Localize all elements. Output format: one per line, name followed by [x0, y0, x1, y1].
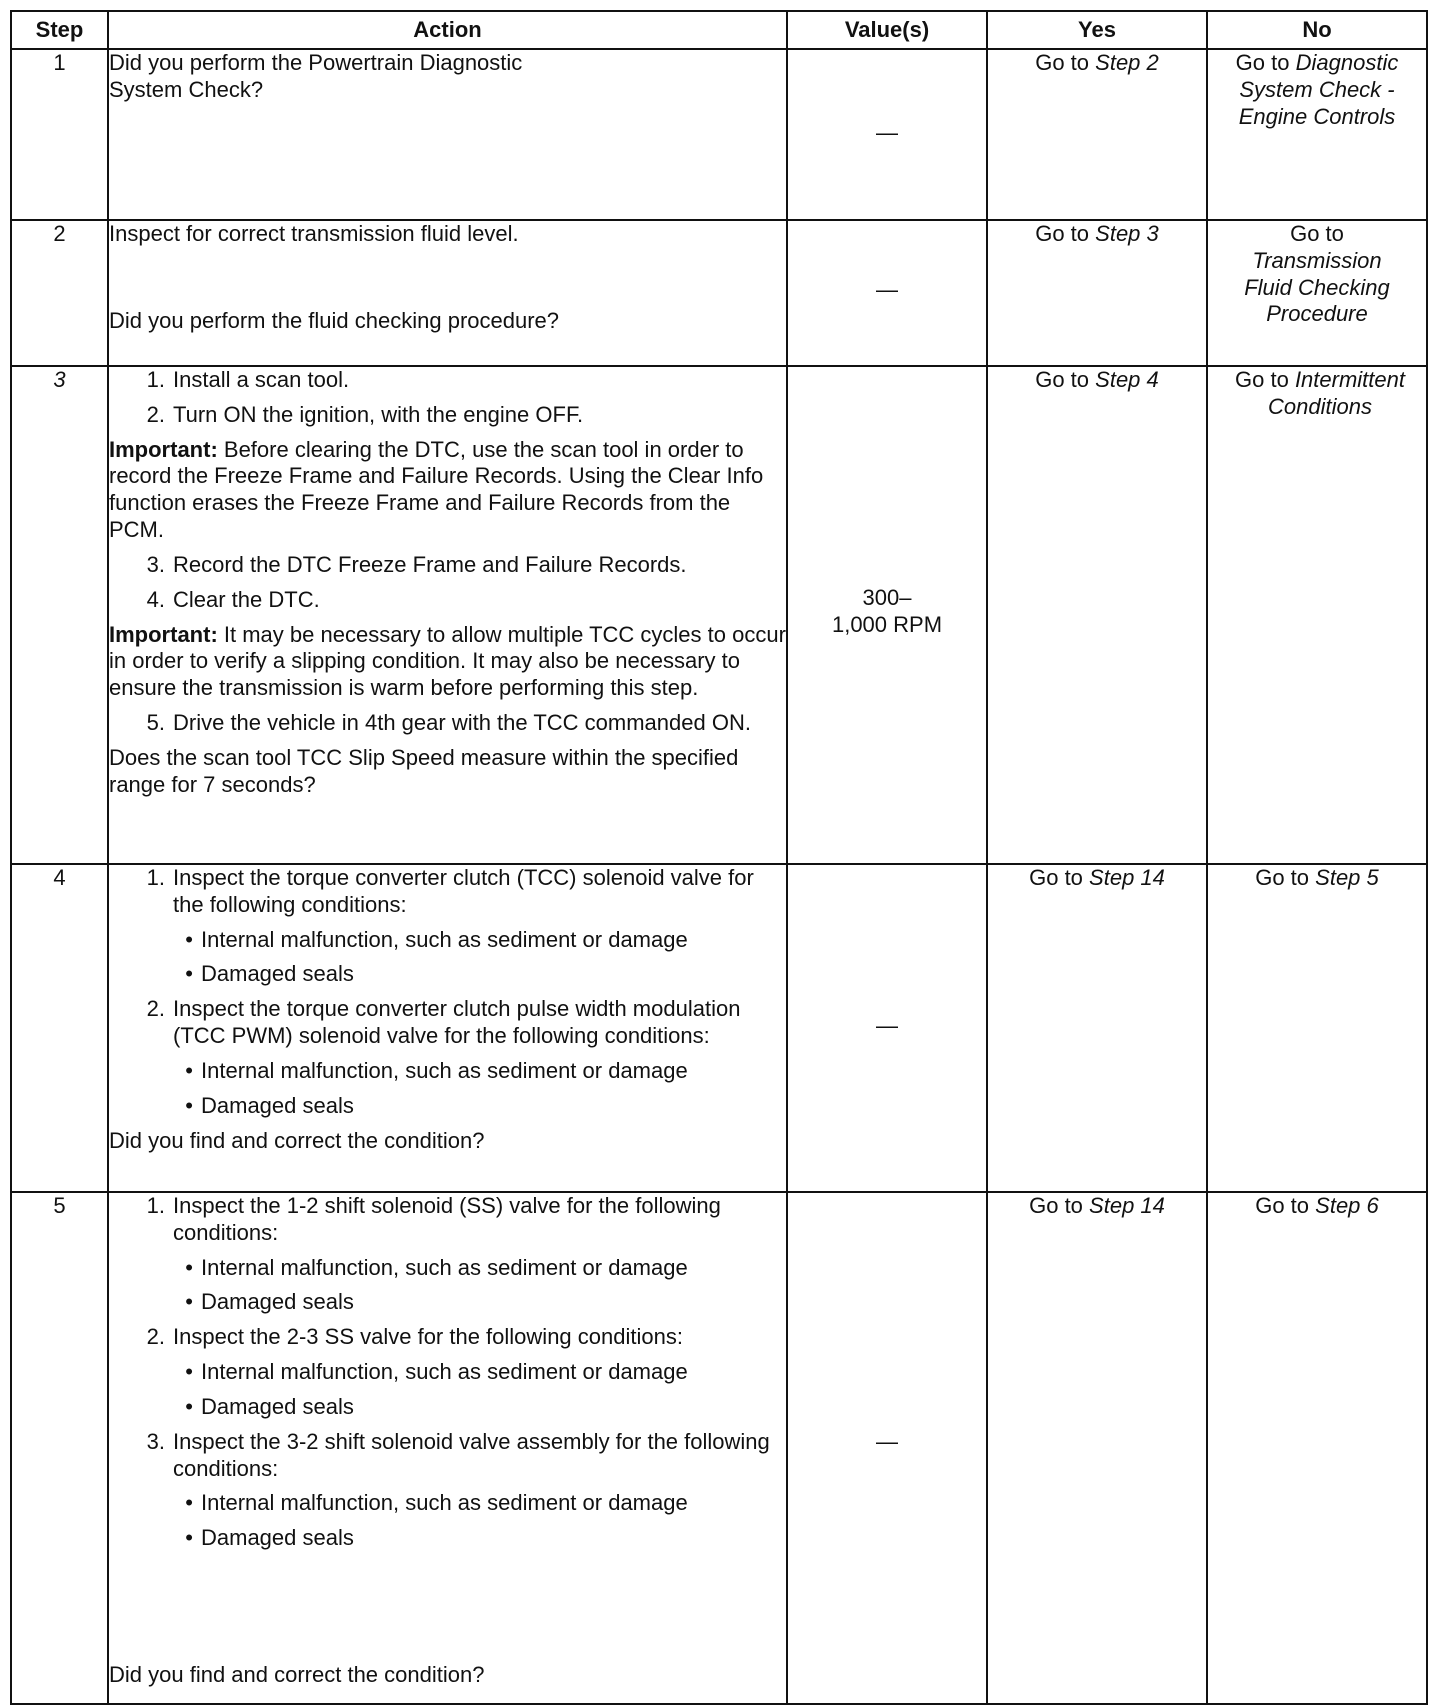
- item-number: 2.: [146, 401, 165, 427]
- step-number: 3: [11, 366, 108, 864]
- header-step: Step: [11, 11, 108, 49]
- bullet-icon: •: [185, 961, 193, 987]
- item-number: 5.: [146, 710, 165, 736]
- table-row: [11, 220, 1427, 366]
- value-cell: [787, 1192, 987, 1704]
- no-prefix: Go to: [1290, 221, 1344, 246]
- action-question: Did you perform the fluid checking procedure?: [109, 307, 560, 333]
- value-cell: [787, 49, 987, 220]
- value-cell: [787, 864, 987, 1192]
- important-label: Important:: [109, 621, 218, 647]
- bullet-item: [109, 1525, 786, 1552]
- bullet-item: [109, 1394, 786, 1421]
- no-target-link[interactable]: Step 5: [1315, 865, 1379, 890]
- bullet-item: [109, 1058, 786, 1085]
- action-cell: [108, 366, 787, 864]
- bullet-item: [109, 1093, 786, 1120]
- yes-target-link[interactable]: Step 3: [1095, 221, 1159, 246]
- item-text: Record the DTC Freeze Frame and Failure Records.: [173, 551, 687, 577]
- bullet-text: Internal malfunction, such as sediment or damage: [201, 1490, 688, 1516]
- important-text: Before clearing the DTC, use the scan tool in order to record the Freeze Frame and Failure Records. Using the Clear Info function erases the Freeze Frame and Failure Records from the PCM.: [109, 436, 764, 543]
- bullet-text: Internal malfunction, such as sediment or damage: [201, 926, 688, 952]
- header-values: Value(s): [787, 11, 987, 49]
- action-cell: [108, 864, 787, 1192]
- table-row: [11, 1192, 1427, 1704]
- list-item: [109, 587, 786, 614]
- important-label: Important:: [109, 436, 218, 462]
- list-item: [109, 402, 786, 429]
- bullet-item: [109, 927, 786, 954]
- no-target-link[interactable]: Diagnostic System Check - Engine Controls: [1238, 50, 1399, 129]
- bullet-item: [109, 1359, 786, 1386]
- item-number: 3.: [146, 551, 165, 577]
- table-row: [11, 366, 1427, 864]
- item-text: Inspect the torque converter clutch (TCC) solenoid valve for the following conditions:: [173, 865, 754, 917]
- bullet-icon: •: [185, 1092, 193, 1118]
- item-text: Inspect the 2-3 SS valve for the following conditions:: [173, 1324, 683, 1350]
- yes-prefix: Go to: [1035, 367, 1090, 392]
- bullet-icon: •: [185, 1254, 193, 1280]
- table-row: [11, 864, 1427, 1192]
- yes-prefix: Go to: [1035, 50, 1090, 75]
- yes-target-link[interactable]: Step 14: [1089, 865, 1165, 890]
- yes-cell[interactable]: [987, 220, 1207, 366]
- value-cell: [787, 220, 987, 366]
- bullet-text: Damaged seals: [201, 1289, 354, 1315]
- yes-prefix: Go to: [1029, 865, 1083, 890]
- item-text: Drive the vehicle in 4th gear with the TCC commanded ON.: [173, 710, 751, 736]
- list-item: [109, 996, 786, 1050]
- bullet-item: [109, 961, 786, 988]
- header-row: [11, 11, 1427, 49]
- bullet-icon: •: [185, 1057, 193, 1083]
- no-prefix: Go to: [1255, 1193, 1310, 1218]
- no-prefix: Go to: [1255, 865, 1310, 890]
- diagnostic-table: [10, 10, 1428, 1705]
- item-number: 1.: [146, 1193, 165, 1218]
- important-note: [109, 622, 786, 702]
- no-target-link[interactable]: Step 6: [1315, 1193, 1379, 1218]
- bullet-text: Internal malfunction, such as sediment or damage: [201, 1359, 688, 1385]
- bullet-item: [109, 1255, 786, 1282]
- bullet-icon: •: [185, 1525, 193, 1551]
- action-cell: [108, 49, 787, 220]
- step-number: 2: [11, 220, 108, 366]
- yes-cell[interactable]: [987, 1192, 1207, 1704]
- value-dash: —: [876, 1013, 898, 1038]
- value-dash: —: [876, 1429, 898, 1454]
- list-item: [109, 552, 786, 579]
- action-question: Does the scan tool TCC Slip Speed measure within the specified range for 7 seconds?: [109, 744, 739, 797]
- important-note: [109, 437, 786, 544]
- value-range: [788, 585, 986, 639]
- list-item: [109, 710, 786, 737]
- bullet-icon: •: [185, 1393, 193, 1419]
- item-text: Inspect the 1-2 shift solenoid (SS) valve for the following conditions:: [173, 1193, 721, 1245]
- header-action: Action: [108, 11, 787, 49]
- header-yes: Yes: [987, 11, 1207, 49]
- item-number: 2.: [146, 996, 165, 1022]
- item-text: Inspect the 3-2 shift solenoid valve assembly for the following conditions:: [173, 1428, 770, 1481]
- yes-prefix: Go to: [1035, 221, 1090, 246]
- yes-target-link[interactable]: Step 2: [1095, 50, 1159, 75]
- list-item: [109, 1193, 786, 1247]
- bullet-text: Damaged seals: [201, 1393, 354, 1419]
- bullet-icon: •: [185, 926, 193, 952]
- value-dash: —: [876, 120, 898, 145]
- header-no: No: [1207, 11, 1427, 49]
- bullet-text: Internal malfunction, such as sediment or damage: [201, 1254, 688, 1280]
- bullet-item: [109, 1490, 786, 1517]
- yes-target-link[interactable]: Step 14: [1089, 1193, 1165, 1218]
- important-text: It may be necessary to allow multiple TCC cycles to occur in order to verify a slipping condition. It may also be necessary to ensure the transmission is warm before performing this step.: [109, 621, 786, 701]
- step-number: 5: [11, 1192, 108, 1704]
- no-cell[interactable]: [1207, 366, 1427, 864]
- item-number: 1.: [146, 865, 165, 890]
- list-item: [109, 1429, 786, 1483]
- no-cell[interactable]: [1207, 864, 1427, 1192]
- action-cell: [108, 220, 787, 366]
- item-text: Clear the DTC.: [173, 586, 320, 612]
- no-prefix: Go to: [1235, 367, 1289, 392]
- action-question: Did you find and correct the condition?: [109, 1662, 485, 1688]
- list-item: [109, 1324, 786, 1351]
- bullet-text: Damaged seals: [201, 1092, 354, 1118]
- item-number: 3.: [146, 1428, 165, 1454]
- yes-cell[interactable]: [987, 49, 1207, 220]
- item-number: 1.: [146, 367, 165, 392]
- value-cell: [787, 366, 987, 864]
- no-target-link[interactable]: Transmission Fluid Checking Procedure: [1244, 247, 1390, 327]
- no-target-link[interactable]: Intermittent Conditions: [1268, 367, 1405, 419]
- step-number: 4: [11, 864, 108, 1192]
- no-cell[interactable]: [1207, 1192, 1427, 1704]
- table-row: [11, 49, 1427, 220]
- action-text: Inspect for correct transmission fluid level.: [109, 221, 519, 246]
- yes-prefix: Go to: [1029, 1193, 1083, 1218]
- bullet-icon: •: [185, 1289, 193, 1315]
- item-text: Turn ON the ignition, with the engine OFF.: [173, 401, 584, 427]
- yes-target-link[interactable]: Step 4: [1095, 367, 1159, 392]
- item-number: 2.: [146, 1324, 165, 1350]
- action-cell: [108, 1192, 787, 1704]
- bullet-icon: •: [185, 1490, 193, 1516]
- bullet-text: Internal malfunction, such as sediment or damage: [201, 1057, 688, 1083]
- bullet-icon: •: [185, 1359, 193, 1385]
- value-line: 300–: [862, 585, 912, 610]
- step-number: 1: [11, 49, 108, 220]
- bullet-text: Damaged seals: [201, 1525, 354, 1551]
- list-item: [109, 865, 786, 919]
- no-prefix: Go to: [1235, 50, 1290, 75]
- item-text: Inspect the torque converter clutch pulse width modulation (TCC PWM) solenoid valve for the following conditions:: [173, 996, 741, 1049]
- item-text: Install a scan tool.: [173, 367, 350, 392]
- no-cell[interactable]: [1207, 220, 1427, 366]
- bullet-text: Damaged seals: [201, 961, 354, 987]
- yes-cell[interactable]: [987, 864, 1207, 1192]
- list-item: [109, 367, 786, 394]
- action-question: Did you find and correct the condition?: [109, 1127, 485, 1153]
- value-line: 1,000 RPM: [831, 611, 943, 637]
- no-cell[interactable]: [1207, 49, 1427, 220]
- value-dash: —: [876, 277, 898, 302]
- bullet-item: [109, 1289, 786, 1316]
- action-question: Did you perform the Powertrain Diagnostic System Check?: [109, 50, 523, 102]
- item-number: 4.: [146, 586, 165, 612]
- yes-cell[interactable]: [987, 366, 1207, 864]
